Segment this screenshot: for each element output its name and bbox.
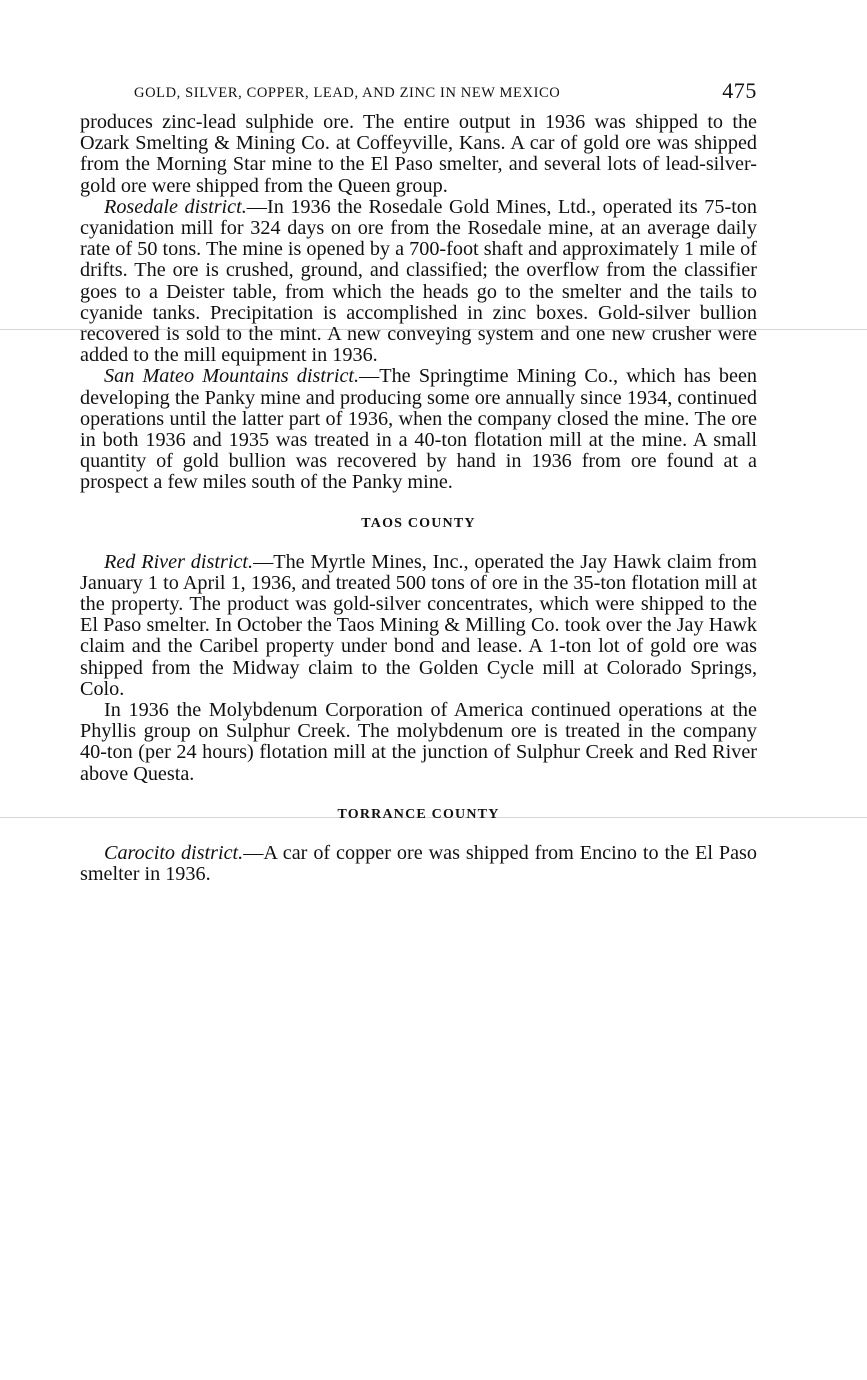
rosedale-district-title: Rosedale district. <box>104 195 247 218</box>
page <box>80 78 757 885</box>
running-head <box>80 78 757 112</box>
red-river-district-title: Red River district. <box>104 550 254 573</box>
rosedale-district-text: —In 1936 the Rosedale Gold Mines, Ltd., operated its 75-ton cyanidation mill for 324 days on ore from the Rosedale mine, at an average daily rate of 50 tons. The mine is opened by a 700-foot shaft and approximately 1 mile of drifts. The ore is crushed, ground, and classified; the overflow from the classifier goes to a Deister table, from which the heads go to the smelter and the tails to cyanide tanks. Precipitation is accomplished in zinc boxes. Gold-silver bullion recovered is sold to the mint. A new conveying system and one new crusher were added to the mill equipment in 1936. <box>80 195 757 367</box>
carocito-district-text: —A car of copper ore was shipped from Encino to the El Paso smelter in 1936. <box>80 841 758 886</box>
carocito-district-title: Carocito district. <box>104 841 244 864</box>
paragraph-san-mateo <box>80 366 757 493</box>
san-mateo-district-title: San Mateo Mountains district. <box>104 365 360 388</box>
section-heading-taos: TAOS COUNTY <box>361 515 476 531</box>
paragraph-carocito <box>80 843 757 885</box>
running-head-title: GOLD, SILVER, COPPER, LEAD, AND ZINC IN NEW MEXICO <box>134 85 561 101</box>
paragraph-molybdenum: In 1936 the Molybdenum Corporation of America continued operations at the Phyllis group on Sulphur Creek. The molybdenum ore is treated in the company 40-ton (per 24 hours) flotation mill at the junction of Sulphur Creek and Red River above Questa. <box>80 699 757 785</box>
paragraph-rosedale <box>80 197 757 367</box>
paragraph-continuation: produces zinc-lead sulphide ore. The entire output in 1936 was shipped to the Ozark Smelting & Mining Co. at Coffeyville, Kans. A car of gold ore was shipped from the Morning Star mine to the El Paso smelter, and several lots of lead-silver-gold ore were shipped from the Queen group. <box>80 111 757 197</box>
section-heading-torrance: TORRANCE COUNTY <box>337 806 500 822</box>
page-number: 475 <box>722 78 757 103</box>
san-mateo-district-text: —The Springtime Mining Co., which has been developing the Panky mine and producing some ore annually since 1934, continued operations until the latter part of 1936, when the company closed the mine. The ore in both 1936 and 1935 was treated in a 40-ton flotation mill at the mine. A small quantity of gold bullion was recovered by hand in 1936 from ore found at a prospect a few miles south of the Panky mine. <box>80 365 757 494</box>
red-river-district-text: —The Myrtle Mines, Inc., operated the Jay Hawk claim from January 1 to April 1, 1936, and treated 500 tons of ore in the 35-ton flotation mill at the property. The product was gold-silver concentrates, which were shipped to the El Paso smelter. In October the Taos Mining & Milling Co. took over the Jay Hawk claim and the Caribel property under bond and lease. A 1-ton lot of gold ore was shipped from the Midway claim to the Golden Cycle mill at Colorado Springs, Colo. <box>80 550 757 700</box>
paragraph-red-river <box>80 552 757 700</box>
